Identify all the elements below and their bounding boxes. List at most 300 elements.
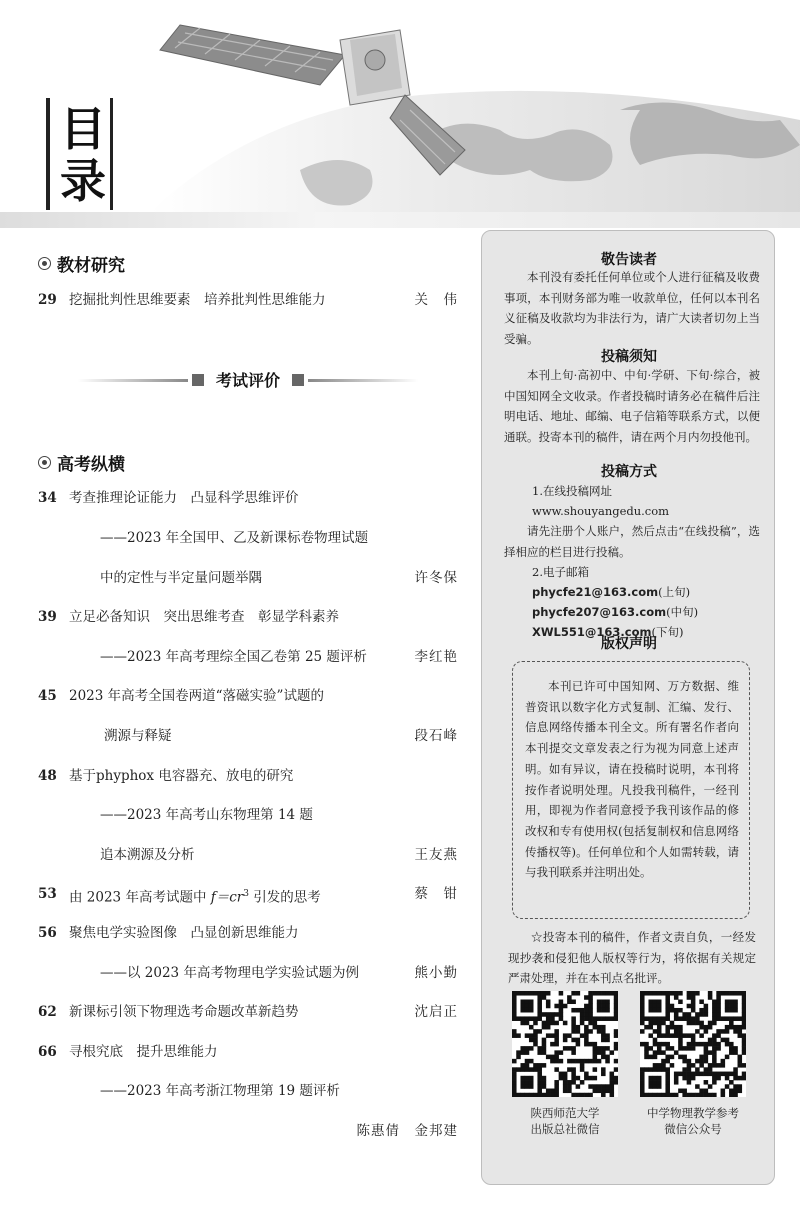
qr-module: [665, 1055, 670, 1060]
qr-module: [588, 1093, 593, 1097]
qr-module: [601, 991, 606, 996]
qr-module: [610, 1076, 615, 1081]
qr-module: [733, 1076, 738, 1081]
entry-title: 考查推理论证能力 凸显科学思维评价: [69, 490, 299, 506]
qr-module: [699, 1008, 704, 1013]
header: [0, 0, 800, 232]
qr-module: [601, 1016, 606, 1021]
qr-module: [653, 999, 658, 1004]
qr-module: [520, 1080, 525, 1085]
qr-module: [653, 1063, 658, 1068]
qr-module: [614, 1046, 618, 1051]
qr-module: [704, 1050, 709, 1055]
qr-module: [742, 991, 746, 996]
satellite-world-map-image: [0, 0, 800, 232]
qr-module: [559, 1076, 564, 1081]
qr-module: [674, 995, 679, 1000]
qr-module: [601, 1067, 606, 1072]
qr-module: [571, 991, 576, 996]
page-number: 66: [38, 1044, 57, 1060]
qr-module: [567, 1033, 572, 1038]
page-number: 62: [38, 1004, 57, 1020]
qr-module: [678, 1016, 683, 1021]
qr-module: [699, 1012, 704, 1017]
qr-module: [614, 1033, 618, 1038]
qr-module: [742, 1046, 746, 1051]
qr-module: [742, 1042, 746, 1047]
email-item[interactable]: [532, 582, 690, 602]
qr-module: [563, 1004, 568, 1009]
qr-module: [648, 1080, 653, 1085]
qr-module: [588, 1021, 593, 1026]
submission-url[interactable]: www.shouyangedu.com: [532, 504, 670, 518]
qr-module: [670, 1008, 675, 1013]
qr-module: [640, 1008, 645, 1013]
entry-subtitle: 中的定性与半定量问题举隅: [100, 570, 262, 586]
qr-module: [571, 1093, 576, 1097]
qr-module: [682, 1067, 687, 1072]
qr-module: [520, 999, 525, 1004]
qr-module: [648, 1025, 653, 1030]
qr-module: [648, 1076, 653, 1081]
qr-module: [733, 1050, 738, 1055]
qr-module: [605, 1089, 610, 1094]
qr-module: [640, 1042, 645, 1047]
qr-module: [614, 1012, 618, 1017]
qr-module: [716, 1042, 721, 1047]
qr-code-1[interactable]: [512, 991, 618, 1097]
qr-module: [554, 1038, 559, 1043]
section-heading-gaokao: [38, 450, 125, 475]
qr-module: [657, 1016, 662, 1021]
qr-module: [576, 1093, 581, 1097]
qr-module: [644, 991, 649, 996]
page-number: 39: [38, 609, 57, 625]
qr-module: [559, 999, 564, 1004]
qr-module: [657, 1008, 662, 1013]
qr-module: [520, 1093, 525, 1097]
toc-entry[interactable]: [38, 1001, 458, 1023]
qr-module: [614, 1008, 618, 1013]
qr-module: [588, 1076, 593, 1081]
qr-module: [525, 1080, 530, 1085]
qr-module: [742, 1012, 746, 1017]
entry-title: 2023 年高考全国卷两道“落磁实验”试题的: [69, 688, 324, 704]
qr-module: [597, 1004, 602, 1009]
qr-module: [661, 1093, 666, 1097]
qr-module: [648, 1055, 653, 1060]
qr-module: [695, 1016, 700, 1021]
qr-module: [533, 1033, 538, 1038]
qr-module: [546, 1016, 551, 1021]
qr-module: [661, 1016, 666, 1021]
qr-module: [738, 991, 743, 996]
entry-title: 立足必备知识 突出思维考查 彰显学科素养: [69, 609, 339, 625]
qr-module: [657, 1063, 662, 1068]
qr-module: [648, 1046, 653, 1051]
qr-module: [520, 1008, 525, 1013]
qr-module: [733, 999, 738, 1004]
qr1-caption-line2: 出版总社微信: [530, 1122, 600, 1136]
qr-module: [657, 1025, 662, 1030]
qr-module: [614, 991, 618, 996]
qr-module: [529, 1025, 534, 1030]
banner-label: 考试评价: [215, 371, 280, 390]
qr-module: [653, 1038, 658, 1043]
qr-module: [584, 1042, 589, 1047]
entry-title: 基于phyphox 电容器充、放电的研究: [69, 768, 294, 784]
qr-module: [721, 1038, 726, 1043]
qr-module: [601, 1008, 606, 1013]
qr-module: [733, 1093, 738, 1097]
qr-module: [597, 1008, 602, 1013]
qr-module: [554, 1012, 559, 1017]
qr-module: [716, 1033, 721, 1038]
qr-module: [584, 1012, 589, 1017]
qr-module: [733, 1072, 738, 1077]
qr-module: [665, 1089, 670, 1094]
qr-module: [729, 1021, 734, 1026]
qr-module: [520, 1050, 525, 1055]
qr-module: [742, 1033, 746, 1038]
qr-module: [678, 991, 683, 996]
qr-module: [670, 1033, 675, 1038]
qr-module: [695, 1067, 700, 1072]
qr-module: [695, 1021, 700, 1026]
qr-module: [674, 1072, 679, 1077]
qr-module: [605, 1038, 610, 1043]
qr-module: [584, 1038, 589, 1043]
qr-module: [512, 1033, 517, 1038]
qr-module: [601, 1084, 606, 1089]
qr-module: [653, 1008, 658, 1013]
qr-module: [665, 999, 670, 1004]
toc-entry[interactable]: [38, 685, 458, 707]
qr-module: [674, 1008, 679, 1013]
email-address: XWL551@163.com: [532, 625, 652, 639]
toc-entry[interactable]: [38, 289, 458, 311]
qr-module: [733, 1004, 738, 1009]
qr-module: [729, 1025, 734, 1030]
qr-module: [571, 1072, 576, 1077]
submission-rules-block: [504, 365, 760, 447]
qr-module: [678, 1055, 683, 1060]
qr-module: [580, 1008, 585, 1013]
qr-module: [533, 1029, 538, 1034]
qr-module: [665, 1084, 670, 1089]
qr-module: [605, 1059, 610, 1064]
qr-module: [580, 1059, 585, 1064]
qr-module: [721, 1093, 726, 1097]
qr-module: [670, 991, 675, 996]
qr-module: [537, 1089, 542, 1094]
qr-module: [733, 1029, 738, 1034]
qr-module: [529, 1059, 534, 1064]
qr-module: [520, 1021, 525, 1026]
qr-module: [550, 1021, 555, 1026]
qr-module: [554, 1055, 559, 1060]
circle-bullet-icon: [38, 456, 51, 469]
qr-module: [614, 1080, 618, 1085]
qr-module: [512, 1029, 517, 1034]
qr-module: [657, 991, 662, 996]
email-item[interactable]: [532, 602, 698, 622]
qr-module: [716, 1076, 721, 1081]
qr-module: [580, 1033, 585, 1038]
qr-module: [614, 995, 618, 1000]
qr-module: [520, 1067, 525, 1072]
qr-module: [725, 991, 730, 996]
toc-entry[interactable]: [38, 1041, 458, 1063]
qr-module: [674, 1080, 679, 1085]
qr-module: [601, 1046, 606, 1051]
qr-module: [640, 1080, 645, 1085]
qr-module: [512, 991, 517, 996]
qr-module: [559, 1059, 564, 1064]
qr-module: [653, 1029, 658, 1034]
toc-entry-subtitle: [38, 1120, 458, 1142]
qr-module: [525, 1033, 530, 1038]
qr-module: [554, 1084, 559, 1089]
banner-square-right: [292, 374, 304, 386]
qr-module: [661, 1059, 666, 1064]
toc-entry-subtitle: [38, 646, 458, 668]
qr-module: [601, 1050, 606, 1055]
qr-module: [665, 1025, 670, 1030]
qr-module: [601, 1004, 606, 1009]
qr-module: [529, 1008, 534, 1013]
qr-module: [537, 1076, 542, 1081]
toc-entry[interactable]: [38, 883, 458, 905]
qr-module: [674, 1076, 679, 1081]
qr-module: [614, 1004, 618, 1009]
qr-module: [537, 1080, 542, 1085]
qr-module: [593, 1059, 598, 1064]
qr-module: [687, 991, 692, 996]
qr-module: [738, 1059, 743, 1064]
qr-module: [512, 1080, 517, 1085]
qr-module: [674, 1050, 679, 1055]
qr-module: [699, 1055, 704, 1060]
qr-code-2[interactable]: [640, 991, 746, 1097]
qr-module: [554, 1033, 559, 1038]
qr-module: [576, 1042, 581, 1047]
qr-module: [640, 1076, 645, 1081]
qr-module: [529, 1004, 534, 1009]
qr-module: [678, 1046, 683, 1051]
qr-module: [691, 1016, 696, 1021]
copyright-heading: 版权声明: [601, 636, 657, 652]
qr-module: [593, 1050, 598, 1055]
qr-module: [653, 1080, 658, 1085]
qr-module: [584, 1004, 589, 1009]
qr-module: [716, 1072, 721, 1077]
qr-module: [661, 991, 666, 996]
qr-module: [716, 1046, 721, 1051]
qr-module: [644, 1046, 649, 1051]
qr-module: [529, 1084, 534, 1089]
copyright-text: 本刊已许可中国知网、万方数据、维普资讯以数字化方式复制、汇编、发行、信息网络传播本刊全文。所有署名作者向本刊提交文章发表之行为视为同意上述声明。如有异议，请在投稿时说明，本刊将按作者说明处理。凡投我刊稿件，一经刊用，即视为作者同意授予我刊该作品的修改权和专有使用权(包括复制权和信息网络传播权等)。任何单位和个人如需转载，请与我刊联系并注明出处。: [525, 679, 739, 880]
qr-module: [588, 1084, 593, 1089]
qr-module: [605, 1084, 610, 1089]
qr-module: [725, 1008, 730, 1013]
qr-module: [576, 1059, 581, 1064]
header-gray-band: [0, 212, 800, 228]
qr-module: [708, 1038, 713, 1043]
qr-module: [712, 1080, 717, 1085]
qr-module: [712, 1059, 717, 1064]
qr-module: [644, 1025, 649, 1030]
section-title: 高考纵横: [57, 455, 125, 475]
qr-module: [610, 1072, 615, 1077]
qr-module: [601, 1029, 606, 1034]
qr-module: [716, 1063, 721, 1068]
qr-module: [644, 1055, 649, 1060]
toc-entry[interactable]: [38, 487, 458, 509]
qr-module: [699, 1033, 704, 1038]
toc-entry[interactable]: [38, 922, 458, 944]
email-note: (下旬): [651, 625, 684, 639]
toc-entry[interactable]: [38, 765, 458, 787]
qr-module: [567, 1059, 572, 1064]
qr-module: [695, 1084, 700, 1089]
online-submission-text: 请先注册个人账户，然后点击“在线投稿”，选择相应的栏目进行投稿。: [504, 524, 760, 559]
qr-module: [580, 1016, 585, 1021]
qr-module: [687, 1067, 692, 1072]
qr-module: [542, 1025, 547, 1030]
qr-module: [691, 995, 696, 1000]
qr-module: [640, 1084, 645, 1089]
qr-module: [665, 1046, 670, 1051]
qr-module: [678, 1033, 683, 1038]
qr-module: [653, 1055, 658, 1060]
qr-module: [542, 1012, 547, 1017]
qr-module: [704, 1072, 709, 1077]
qr-module: [567, 1046, 572, 1051]
qr-module: [682, 1076, 687, 1081]
qr-module: [699, 1042, 704, 1047]
qr-module: [738, 1084, 743, 1089]
email-label: 2.电子邮箱: [532, 565, 589, 579]
qr-module: [593, 1084, 598, 1089]
qr-module: [742, 1025, 746, 1030]
qr-module: [520, 1004, 525, 1009]
qr-module: [567, 999, 572, 1004]
qr-module: [610, 1093, 615, 1097]
qr-module: [588, 991, 593, 996]
qr-module: [605, 1046, 610, 1051]
qr-module: [653, 1021, 658, 1026]
qr-module: [516, 1067, 521, 1072]
qr-module: [546, 1021, 551, 1026]
qr1-caption: [500, 1105, 630, 1137]
qr-module: [550, 1016, 555, 1021]
qr-module: [691, 1033, 696, 1038]
qr-module: [554, 1021, 559, 1026]
qr-module: [563, 1076, 568, 1081]
qr-module: [653, 1093, 658, 1097]
qr-module: [687, 1072, 692, 1077]
qr-module: [674, 1025, 679, 1030]
qr-module: [687, 995, 692, 1000]
qr-module: [695, 1072, 700, 1077]
title-left-rule: [46, 98, 50, 210]
qr-module: [512, 1093, 517, 1097]
qr-module: [695, 1029, 700, 1034]
entry-title-superscript: 3: [243, 889, 249, 899]
qr-module: [695, 1012, 700, 1017]
qr-module: [738, 1076, 743, 1081]
qr-module: [588, 1008, 593, 1013]
toc-entry[interactable]: [38, 606, 458, 628]
title-right-rule: [110, 98, 113, 210]
qr-module: [537, 1072, 542, 1077]
qr-module: [695, 1042, 700, 1047]
qr-module: [550, 1059, 555, 1064]
qr-module: [682, 1012, 687, 1017]
entry-title-pre: 由 2023 年高考试题中: [69, 889, 211, 906]
qr-module: [567, 1067, 572, 1072]
qr-module: [729, 1089, 734, 1094]
qr-module: [546, 1089, 551, 1094]
qr-module: [704, 1059, 709, 1064]
qr-module: [584, 1033, 589, 1038]
qr-module: [678, 1008, 683, 1013]
qr-module: [559, 1004, 564, 1009]
qr-module: [529, 1046, 534, 1051]
qr-module: [704, 1004, 709, 1009]
qr-module: [725, 1025, 730, 1030]
qr-module: [597, 1046, 602, 1051]
qr-module: [738, 1089, 743, 1094]
qr-module: [537, 1050, 542, 1055]
qr-module: [670, 1021, 675, 1026]
qr-module: [699, 1072, 704, 1077]
toc-entry-subtitle: [38, 804, 458, 826]
qr-module: [601, 1025, 606, 1030]
qr-module: [733, 991, 738, 996]
qr-module: [529, 1093, 534, 1097]
qr-module: [712, 1055, 717, 1060]
qr-module: [588, 1004, 593, 1009]
qr-module: [529, 1080, 534, 1085]
qr-module: [665, 991, 670, 996]
qr-module: [640, 991, 645, 996]
qr-module: [593, 1046, 598, 1051]
qr-module: [712, 1063, 717, 1068]
page-number: 34: [38, 490, 57, 506]
entry-author: 段石峰: [414, 728, 458, 744]
qr-module: [678, 1038, 683, 1043]
qr-module: [678, 1042, 683, 1047]
qr-module: [687, 1033, 692, 1038]
qr-module: [704, 1029, 709, 1034]
qr-module: [533, 1067, 538, 1072]
qr-module: [512, 999, 517, 1004]
qr-module: [695, 1093, 700, 1097]
qr-module: [571, 1016, 576, 1021]
qr-module: [542, 991, 547, 996]
qr-module: [678, 999, 683, 1004]
qr-module: [554, 1004, 559, 1009]
online-submission-label: 1.在线投稿网址: [532, 484, 612, 498]
qr-module: [687, 1016, 692, 1021]
qr-module: [712, 1038, 717, 1043]
qr-module: [657, 1050, 662, 1055]
qr-module: [554, 1042, 559, 1047]
qr-module: [665, 1016, 670, 1021]
qr-module: [559, 1012, 564, 1017]
